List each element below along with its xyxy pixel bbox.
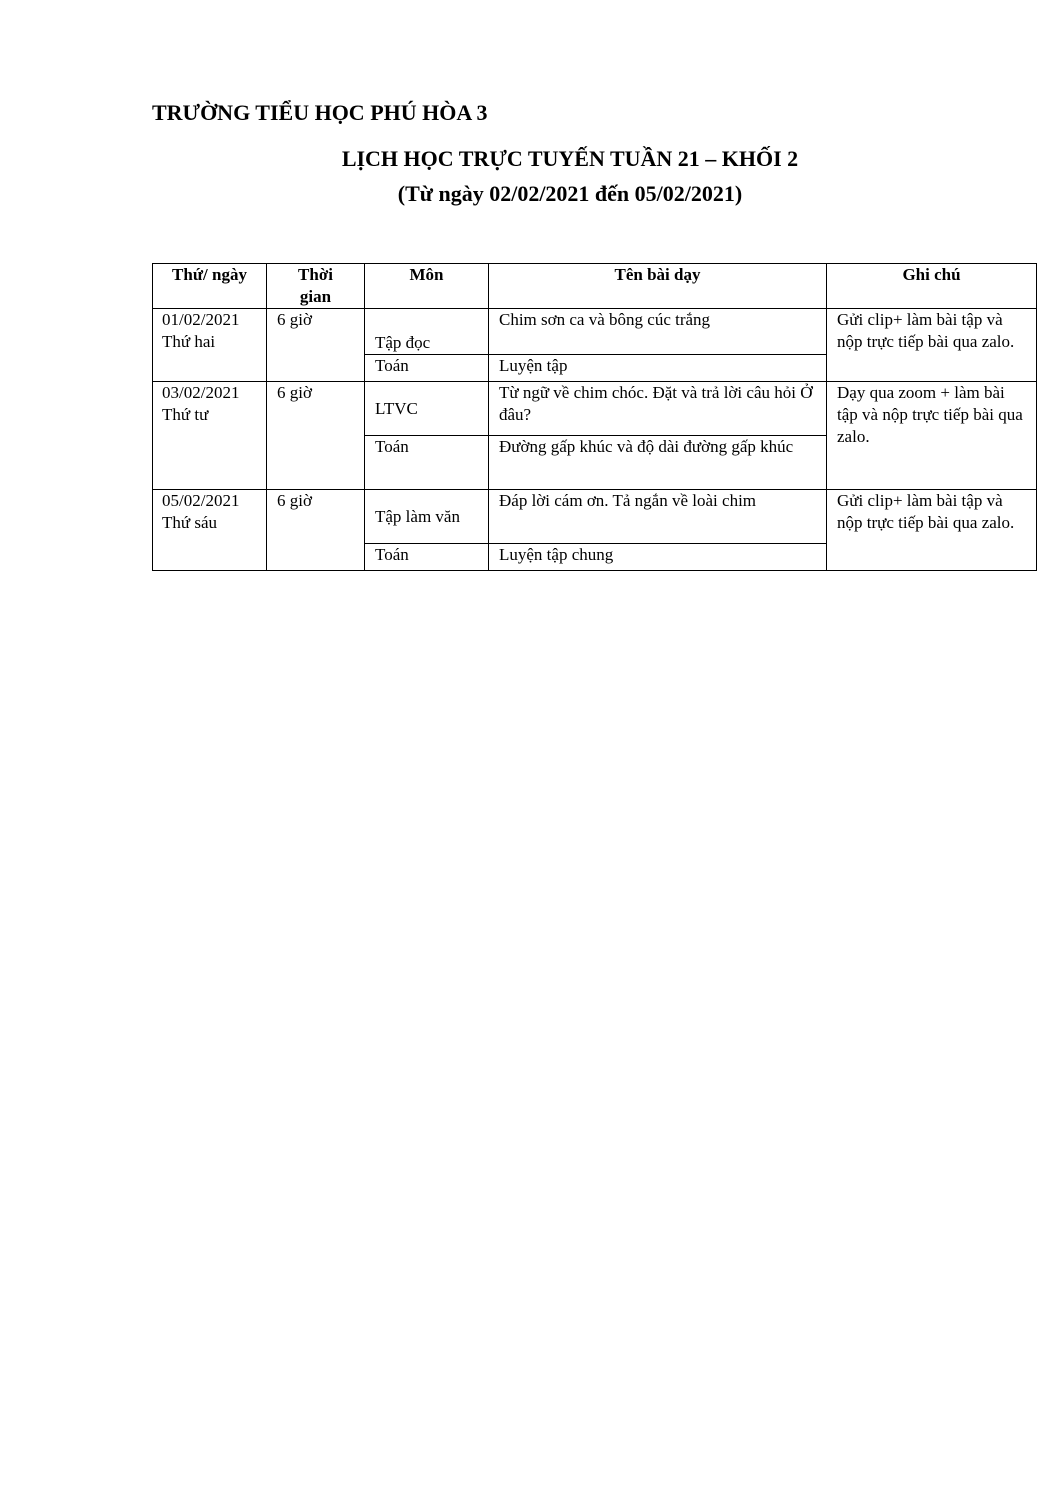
subject-cell: Toán — [365, 436, 489, 490]
subject-cell: Toán — [365, 355, 489, 382]
header-time-line2: gian — [299, 287, 332, 306]
day-date: 05/02/2021 — [162, 491, 240, 510]
subject-cell: LTVC — [365, 382, 489, 436]
note-cell: Gửi clip+ làm bài tập và nộp trực tiếp bài qua zalo. — [827, 309, 1037, 382]
header-time — [267, 264, 365, 309]
day-date: 01/02/2021 — [162, 310, 240, 329]
school-name: TRƯỜNG TIỂU HỌC PHÚ HÒA 3 — [152, 100, 488, 125]
time-cell: 6 giờ — [267, 490, 365, 571]
day-weekday: Thứ sáu — [162, 513, 218, 532]
page-title: LỊCH HỌC TRỰC TUYẾN TUẦN 21 – KHỐI 2 — [341, 146, 799, 171]
header-lesson: Tên bài dạy — [489, 264, 827, 309]
table-row — [153, 382, 1037, 436]
time-cell: 6 giờ — [267, 382, 365, 490]
time-cell: 6 giờ — [267, 309, 365, 382]
day-date: 03/02/2021 — [162, 383, 240, 402]
day-cell — [153, 382, 267, 490]
note-cell: Dạy qua zoom + làm bài tập và nộp trực tiếp bài qua zalo. — [827, 382, 1037, 490]
header-time-line1: Thời — [298, 265, 333, 284]
header-day: Thứ/ ngày — [153, 264, 267, 309]
schedule-table — [152, 263, 1037, 571]
lesson-cell: Luyện tập — [489, 355, 827, 382]
lesson-cell: Luyện tập chung — [489, 544, 827, 571]
lesson-cell: Đáp lời cám ơn. Tả ngắn về loài chim — [489, 490, 827, 544]
day-weekday: Thứ hai — [162, 332, 216, 351]
header-row — [153, 264, 1037, 309]
date-range: (Từ ngày 02/02/2021 đến 05/02/2021) — [397, 181, 743, 206]
lesson-cell: Đường gấp khúc và độ dài đường gấp khúc — [489, 436, 827, 490]
day-cell — [153, 309, 267, 382]
note-cell: Gửi clip+ làm bài tập và nộp trực tiếp bài qua zalo. — [827, 490, 1037, 571]
table-row — [153, 309, 1037, 355]
subject-cell: Tập làm văn — [365, 490, 489, 544]
day-weekday: Thứ tư — [162, 405, 209, 424]
header-note: Ghi chú — [827, 264, 1037, 309]
lesson-cell: Từ ngữ về chim chóc. Đặt và trả lời câu hỏi Ở đâu? — [489, 382, 827, 436]
lesson-cell: Chim sơn ca và bông cúc trắng — [489, 309, 827, 355]
subject-cell: Tập đọc — [365, 309, 489, 355]
header-subject: Môn — [365, 264, 489, 309]
subject-cell: Toán — [365, 544, 489, 571]
table-row — [153, 490, 1037, 544]
day-cell — [153, 490, 267, 571]
